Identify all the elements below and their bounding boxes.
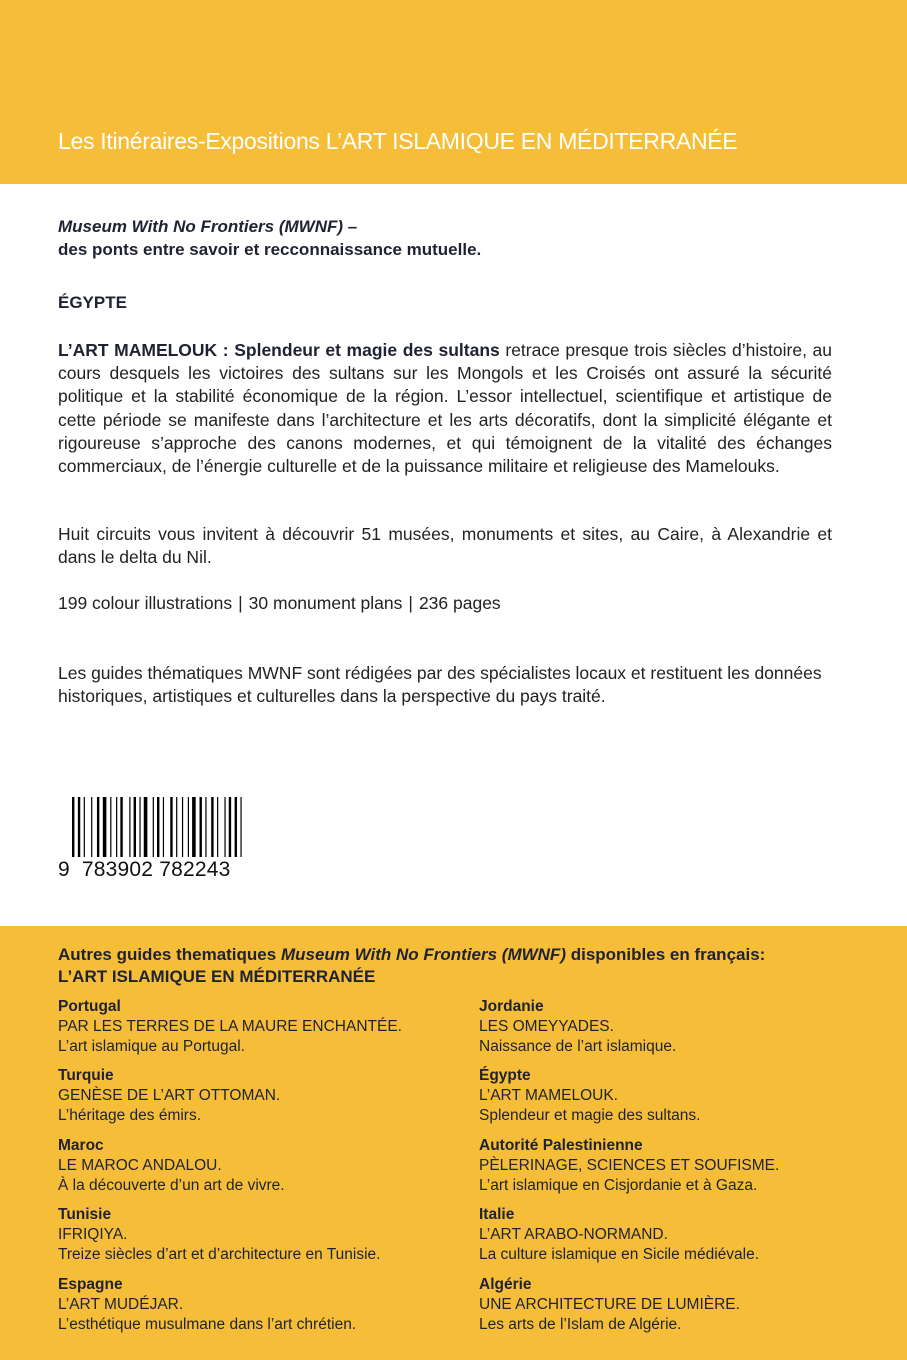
other-guides-heading-post: disponibles en français:	[565, 945, 766, 964]
intro-line-2: des ponts entre savoir et recconnaissance mutuelle.	[58, 240, 482, 259]
guide-subtitle: L’héritage des émirs.	[58, 1107, 202, 1125]
guide-country: Portugal	[58, 998, 121, 1015]
guide-title: IFRIQIYA.	[58, 1226, 128, 1244]
guides-column-left	[58, 997, 458, 1344]
guide-country: Algérie	[479, 1275, 532, 1293]
guide-title: LES OMEYYADES.	[479, 1018, 614, 1035]
guide-country: Égypte	[479, 1067, 531, 1085]
other-guides-heading-italic: Museum With No Frontiers (MWNF)	[280, 945, 566, 964]
guide-title: L’ART MUDÉJAR.	[58, 1295, 184, 1313]
guide-country: Maroc	[58, 1136, 104, 1154]
guide-subtitle: L’art islamique au Portugal.	[58, 1038, 245, 1055]
country-heading: ÉGYPTE	[58, 293, 127, 312]
guide-title: L’ART ARABO-NORMAND.	[479, 1226, 668, 1244]
other-guides-heading-line2: L’ART ISLAMIQUE EN MÉDITERRANÉE	[58, 967, 376, 986]
guide-country: Espagne	[58, 1275, 123, 1293]
guide-subtitle: Treize siècles d’art et d’architecture en Tunisie.	[58, 1246, 381, 1264]
spec-pages: 236 pages	[418, 593, 501, 613]
guide-title: PÈLERINAGE, SCIENCES ET SOUFISME.	[479, 1156, 780, 1174]
guide-country: Italie	[479, 1206, 515, 1224]
description-body: retrace presque trois siècles d’histoire, au cours desquels les victoires des sultans sur les Mongols et les Croisés ont assuré la sécurité politique et la stabilité économique de la région. L’essor intellectuel, scientifique et artistique de cette période se manifeste dans l’architecture et les arts décoratifs, dont la simplicité élégante et rigoureuse s’approche des canons modernes, et qui témoignent de la vitalité des échanges commerciaux, de l’énergie culturelle et de la puissance militaire et religieuse des Mamelouks.	[58, 340, 832, 477]
spec-illustrations: 199 colour illustrations	[58, 593, 233, 613]
guide-subtitle: À la découverte d’un art de vivre.	[58, 1176, 285, 1194]
guide-entry	[58, 1205, 458, 1274]
series-title: Les Itinéraires-Expositions L’ART ISLAMIQUE EN MÉDITERRANÉE	[58, 128, 738, 154]
guide-title: PAR LES TERRES DE LA MAURE ENCHANTÉE.	[58, 1018, 402, 1035]
spec-separator: |	[408, 593, 413, 613]
description-title: L’ART MAMELOUK : Splendeur et magie des sultans	[58, 340, 500, 360]
guides-column-right	[479, 997, 879, 1344]
book-specs	[58, 593, 832, 614]
guide-country: Tunisie	[58, 1206, 112, 1224]
barcode-first-digit: 9	[58, 858, 70, 881]
guide-entry	[479, 1275, 879, 1344]
intro-line-1: Museum With No Frontiers (MWNF) –	[58, 217, 358, 236]
guide-entry	[479, 997, 879, 1066]
guide-entry	[58, 997, 458, 1066]
description-paragraph	[58, 339, 832, 478]
guide-title: UNE ARCHITECTURE DE LUMIÈRE.	[479, 1295, 740, 1313]
barcode-group-1: 783902	[81, 858, 154, 881]
guide-country: Jordanie	[479, 998, 544, 1015]
spec-plans: 30 monument plans	[248, 593, 403, 613]
guide-subtitle: L’art islamique en Cisjordanie et à Gaza.	[479, 1176, 758, 1194]
guide-country: Autorité Palestinienne	[479, 1136, 643, 1154]
top-band	[0, 0, 907, 184]
guide-title: L’ART MAMELOUK.	[479, 1087, 618, 1105]
guide-entry	[479, 1205, 879, 1274]
spec-separator: |	[238, 593, 243, 613]
guide-subtitle: Naissance de l’art islamique.	[479, 1038, 677, 1055]
guide-subtitle: La culture islamique en Sicile médiévale.	[479, 1246, 760, 1264]
guides-note: Les guides thématiques MWNF sont rédigées par des spécialistes locaux et restituent les données historiques, artistiques et culturelles dans la perspective du pays traité.	[58, 663, 822, 707]
guide-subtitle: Splendeur et magie des sultans.	[479, 1107, 701, 1125]
guide-subtitle: Les arts de l’Islam de Algérie.	[479, 1315, 682, 1333]
guide-title: LE MAROC ANDALOU.	[58, 1156, 222, 1174]
barcode-group-2: 782243	[159, 858, 231, 881]
guide-title: GENÈSE DE L’ART OTTOMAN.	[58, 1087, 281, 1105]
guide-entry	[58, 1275, 458, 1344]
circuits-paragraph: Huit circuits vous invitent à découvrir 51 musées, monuments et sites, au Caire, à Alexandrie et dans le delta du Nil.	[58, 524, 832, 568]
barcode-digits	[58, 858, 262, 882]
guide-entry	[479, 1136, 879, 1205]
guide-entry	[479, 1066, 879, 1135]
other-guides-heading-pre: Autres guides thematiques	[58, 945, 281, 964]
guide-country: Turquie	[58, 1067, 114, 1085]
other-guides-heading	[58, 944, 858, 988]
guide-entry	[58, 1136, 458, 1205]
guide-entry	[58, 1066, 458, 1135]
guide-subtitle: L’esthétique musulmane dans l’art chrétien.	[58, 1315, 357, 1333]
